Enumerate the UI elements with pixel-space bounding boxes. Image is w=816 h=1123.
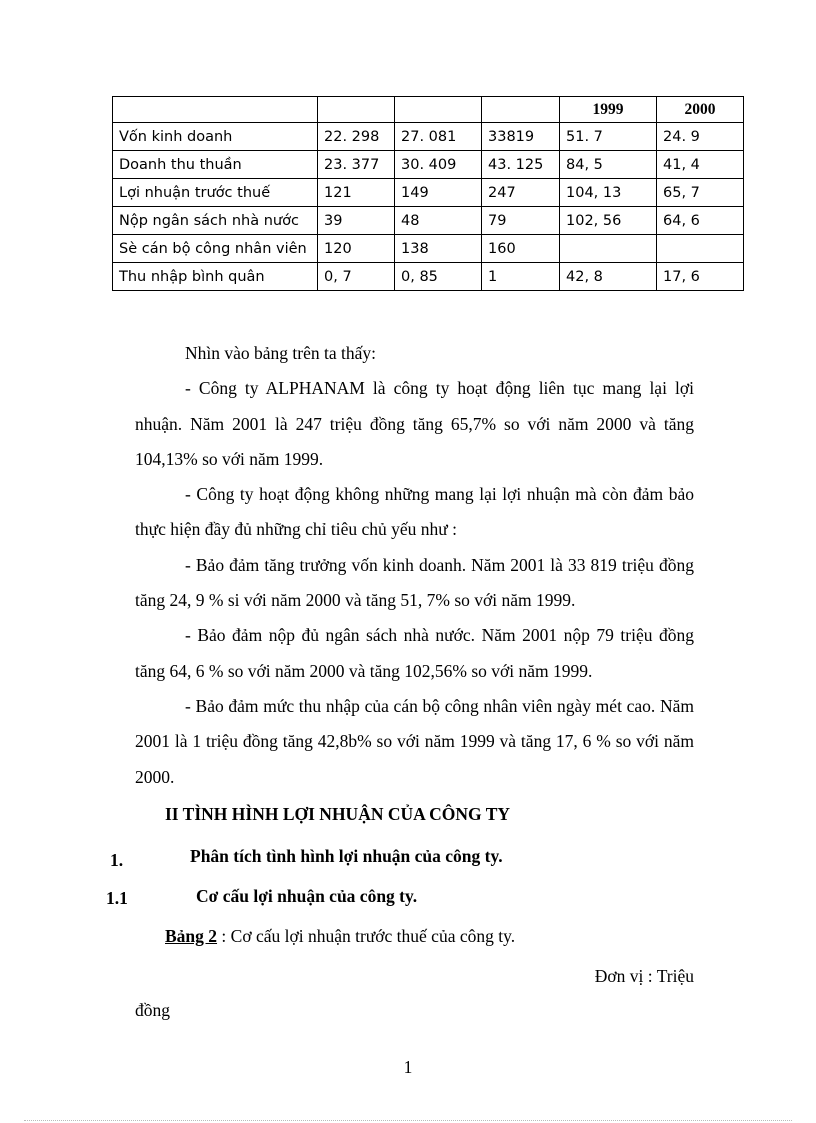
table-cell: 120 [318,235,395,263]
unit-label: Đơn vị : Triệu [594,966,694,986]
row-label: Vốn kinh doanh [113,123,318,151]
table-cell: 39 [318,207,395,235]
table-cell: 23. 377 [318,151,395,179]
paragraph: - Bảo đảm mức thu nhập của cán bộ công nhân viên ngày mét cao. Năm 2001 là 1 triệu đồng tăng 42,8b% so với năm 1999 và tăng 17, 6 % so với năm 2000. [135,695,694,787]
caption-text: : Cơ cấu lợi nhuận trước thuế của công ty. [217,926,516,946]
table-cell: 17, 6 [657,263,744,291]
table-cell: 43. 125 [482,151,560,179]
table-cell [657,235,744,263]
table-cell: 247 [482,179,560,207]
table-cell: 121 [318,179,395,207]
table-row [113,235,744,263]
table-cell: 1 [482,263,560,291]
row-label: Doanh thu thuần [113,151,318,179]
subheading-1-1-number: 1.1 [106,888,128,908]
table-cell: 51. 7 [560,123,657,151]
row-label: Thu nhập bình quân [113,263,318,291]
caption-label: Bảng 2 [165,926,218,946]
paragraph: - Công ty hoạt động không những mang lại lợi nhuận mà còn đảm bảo thực hiện đầy đủ những chỉ tiêu chủ yếu như : [135,484,694,540]
row-label: Sè cán bộ công nhân viên [113,235,318,263]
table-row [113,179,744,207]
table-cell: 42, 8 [560,263,657,291]
page-bottom-divider [24,1120,792,1121]
header-cell-2000: 2000 [657,97,744,123]
paragraph-intro: Nhìn vào bảng trên ta thấy: [185,343,376,363]
table-cell: 104, 13 [560,179,657,207]
table-cell [560,235,657,263]
table-cell: 64, 6 [657,207,744,235]
table-row [113,151,744,179]
paragraph: - Công ty ALPHANAM là công ty hoạt động liên tục mang lại lợi nhuận. Năm 2001 là 247 triệu đồng tăng 65,7% so với năm 2000 và tăng 104,13% so với năm 1999. [135,378,694,469]
table-caption [165,926,515,947]
section-heading: II TÌNH HÌNH LỢI NHUẬN CỦA CÔNG TY [165,804,511,824]
table-cell: 27. 081 [395,123,482,151]
unit-label-continued: đồng [135,1000,170,1020]
table-header-row [113,97,744,123]
table-cell: 33819 [482,123,560,151]
table-row [113,123,744,151]
table-cell: 149 [395,179,482,207]
table-row [113,207,744,235]
body-text [135,336,694,795]
row-label: Lợi nhuận trước thuế [113,179,318,207]
table-row [113,263,744,291]
page-number: 1 [403,1057,413,1077]
table-cell: 24. 9 [657,123,744,151]
header-cell-1999: 1999 [560,97,657,123]
header-cell [395,97,482,123]
header-cell [482,97,560,123]
subheading-1-number: 1. [110,850,124,870]
table-cell: 22. 298 [318,123,395,151]
table-cell: 138 [395,235,482,263]
table-cell: 48 [395,207,482,235]
table-cell: 30. 409 [395,151,482,179]
table-cell: 160 [482,235,560,263]
header-cell [113,97,318,123]
table-cell: 84, 5 [560,151,657,179]
paragraph: - Bảo đảm nộp đủ ngân sách nhà nước. Năm 2001 nộp 79 triệu đồng tăng 64, 6 % so với năm 2000 và tăng 102,56% so với năm 1999. [135,625,694,681]
table-cell: 0, 7 [318,263,395,291]
row-label: Nộp ngân sách nhà nước [113,207,318,235]
table-cell: 102, 56 [560,207,657,235]
data-table [112,96,744,291]
table-cell: 41, 4 [657,151,744,179]
paragraph: - Bảo đảm tăng trưởng vốn kinh doanh. Năm 2001 là 33 819 triệu đồng tăng 24, 9 % si với năm 2000 và tăng 51, 7% so với năm 1999. [135,554,694,611]
table-cell: 0, 85 [395,263,482,291]
subheading-1-1-title: Cơ cấu lợi nhuận của công ty. [196,886,418,906]
header-cell [318,97,395,123]
table-cell: 65, 7 [657,179,744,207]
table-cell: 79 [482,207,560,235]
subheading-1-title: Phân tích tình hình lợi nhuận của công ty. [190,846,503,866]
